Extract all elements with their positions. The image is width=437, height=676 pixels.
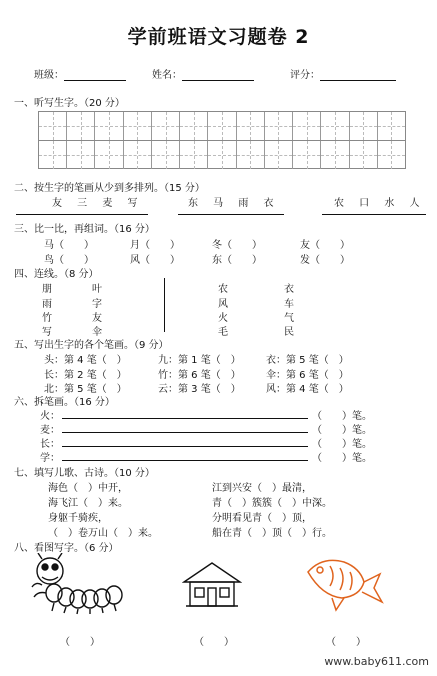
stroke-item[interactable]: 伞：第 6 笔（ ） bbox=[266, 370, 349, 381]
match-char[interactable]: 火 bbox=[218, 313, 228, 324]
class-field bbox=[34, 66, 126, 81]
match-char[interactable]: 衣 bbox=[284, 284, 294, 295]
compare-item[interactable]: 冬（ ） bbox=[212, 240, 262, 251]
page-title: 学前班语文习题卷 2 bbox=[127, 26, 310, 48]
stroke-item[interactable]: 风：第 4 笔（ ） bbox=[266, 384, 349, 395]
name-label: 姓名： bbox=[152, 70, 182, 81]
answer-line-1[interactable] bbox=[16, 214, 148, 215]
poem-line[interactable]: 身躯千骑疾， bbox=[48, 513, 108, 524]
grid-row bbox=[39, 140, 405, 169]
divider-line bbox=[164, 278, 165, 332]
stroke-group-1: 友 三 麦 写 bbox=[52, 198, 144, 209]
poem-line[interactable]: 船在青（ ）顶（ ）行。 bbox=[212, 528, 332, 539]
compare-item[interactable]: 东（ ） bbox=[212, 255, 262, 266]
split-char: 麦： bbox=[40, 425, 60, 436]
fish-icon bbox=[302, 552, 384, 614]
poem-line[interactable]: （ ）卷万山（ ）来。 bbox=[48, 528, 158, 539]
picture-answer-2[interactable]: （ ） bbox=[194, 637, 234, 648]
match-char[interactable]: 写 bbox=[42, 327, 52, 338]
picture-answer-1[interactable]: （ ） bbox=[60, 637, 100, 648]
compare-item[interactable]: 发（ ） bbox=[300, 255, 350, 266]
section-6-heading: 六、拆笔画。（16 分） bbox=[14, 397, 115, 408]
poem-line[interactable]: 江到兴安（ ）最清， bbox=[212, 483, 312, 494]
class-blank[interactable] bbox=[64, 70, 126, 81]
match-char[interactable]: 风 bbox=[218, 299, 228, 310]
writing-grid[interactable] bbox=[38, 111, 406, 169]
stroke-count[interactable]: （ ）笔。 bbox=[312, 439, 372, 450]
match-char[interactable]: 雨 bbox=[42, 299, 52, 310]
poem-line[interactable]: 海飞江（ ）来。 bbox=[48, 498, 128, 509]
score-blank[interactable] bbox=[320, 70, 396, 81]
name-field bbox=[152, 66, 254, 81]
stroke-group-3: 农 口 水 人 bbox=[334, 198, 426, 209]
match-char[interactable]: 竹 bbox=[42, 313, 52, 324]
section-8-heading: 八、看图写字。（6 分） bbox=[14, 543, 119, 554]
class-label: 班级： bbox=[34, 70, 64, 81]
caterpillar-icon bbox=[28, 553, 128, 615]
grid-row bbox=[39, 112, 405, 140]
stroke-item[interactable]: 竹：第 6 笔（ ） bbox=[158, 370, 241, 381]
stroke-count[interactable]: （ ）笔。 bbox=[312, 425, 372, 436]
match-char[interactable]: 农 bbox=[218, 284, 228, 295]
stroke-item[interactable]: 头：第 4 笔（ ） bbox=[44, 355, 127, 366]
match-char[interactable]: 车 bbox=[284, 299, 294, 310]
stroke-item[interactable]: 长：第 2 笔（ ） bbox=[44, 370, 127, 381]
section-4-heading: 四、连线。（8 分） bbox=[14, 269, 99, 280]
match-char[interactable]: 叶 bbox=[92, 284, 102, 295]
poem-line[interactable]: 青（ ）簇簇（ ）中深。 bbox=[212, 498, 332, 509]
match-char[interactable]: 民 bbox=[284, 327, 294, 338]
section-2-heading: 二、按生字的笔画从少到多排列。（15 分） bbox=[14, 183, 205, 194]
split-char: 学： bbox=[40, 453, 60, 464]
section-1-heading: 一、听写生字。（20 分） bbox=[14, 98, 125, 109]
poem-line[interactable]: 海色（ ）中开， bbox=[48, 483, 128, 494]
match-char[interactable]: 伞 bbox=[92, 327, 102, 338]
split-line[interactable] bbox=[62, 460, 308, 461]
match-char[interactable]: 字 bbox=[92, 299, 102, 310]
house-icon bbox=[182, 560, 242, 610]
split-line[interactable] bbox=[62, 432, 308, 433]
picture-answer-3[interactable]: （ ） bbox=[326, 637, 366, 648]
compare-item[interactable]: 鸟（ ） bbox=[44, 255, 94, 266]
section-7-heading: 七、填写儿歌、古诗。（10 分） bbox=[14, 468, 155, 479]
poem-line[interactable]: 分明看见青（ ）顶， bbox=[212, 513, 312, 524]
stroke-item[interactable]: 九：第 1 笔（ ） bbox=[158, 355, 241, 366]
stroke-item[interactable]: 云：第 3 笔（ ） bbox=[158, 384, 241, 395]
stroke-group-2: 东 马 雨 衣 bbox=[188, 198, 280, 209]
stroke-count[interactable]: （ ）笔。 bbox=[312, 453, 372, 464]
section-5-heading: 五、写出生字的各个笔画。（9 分） bbox=[14, 340, 169, 351]
name-blank[interactable] bbox=[182, 70, 254, 81]
answer-line-2[interactable] bbox=[178, 214, 284, 215]
match-char[interactable]: 毛 bbox=[218, 327, 228, 338]
stroke-item[interactable]: 衣：第 5 笔（ ） bbox=[266, 355, 349, 366]
split-char: 长： bbox=[40, 439, 60, 450]
compare-item[interactable]: 风（ ） bbox=[130, 255, 180, 266]
watermark: www.baby611.com bbox=[324, 655, 429, 668]
score-field bbox=[290, 66, 396, 81]
score-label: 评分： bbox=[290, 70, 320, 81]
split-char: 火： bbox=[40, 411, 60, 422]
match-char[interactable]: 友 bbox=[92, 313, 102, 324]
stroke-item[interactable]: 北：第 5 笔（ ） bbox=[44, 384, 127, 395]
stroke-count[interactable]: （ ）笔。 bbox=[312, 411, 372, 422]
split-line[interactable] bbox=[62, 418, 308, 419]
answer-line-3[interactable] bbox=[322, 214, 426, 215]
split-line[interactable] bbox=[62, 446, 308, 447]
compare-item[interactable]: 友（ ） bbox=[300, 240, 350, 251]
compare-item[interactable]: 马（ ） bbox=[44, 240, 94, 251]
match-char[interactable]: 气 bbox=[284, 313, 294, 324]
compare-item[interactable]: 月（ ） bbox=[130, 240, 180, 251]
section-3-heading: 三、比一比，再组词。（16 分） bbox=[14, 224, 155, 235]
match-char[interactable]: 朋 bbox=[42, 284, 52, 295]
